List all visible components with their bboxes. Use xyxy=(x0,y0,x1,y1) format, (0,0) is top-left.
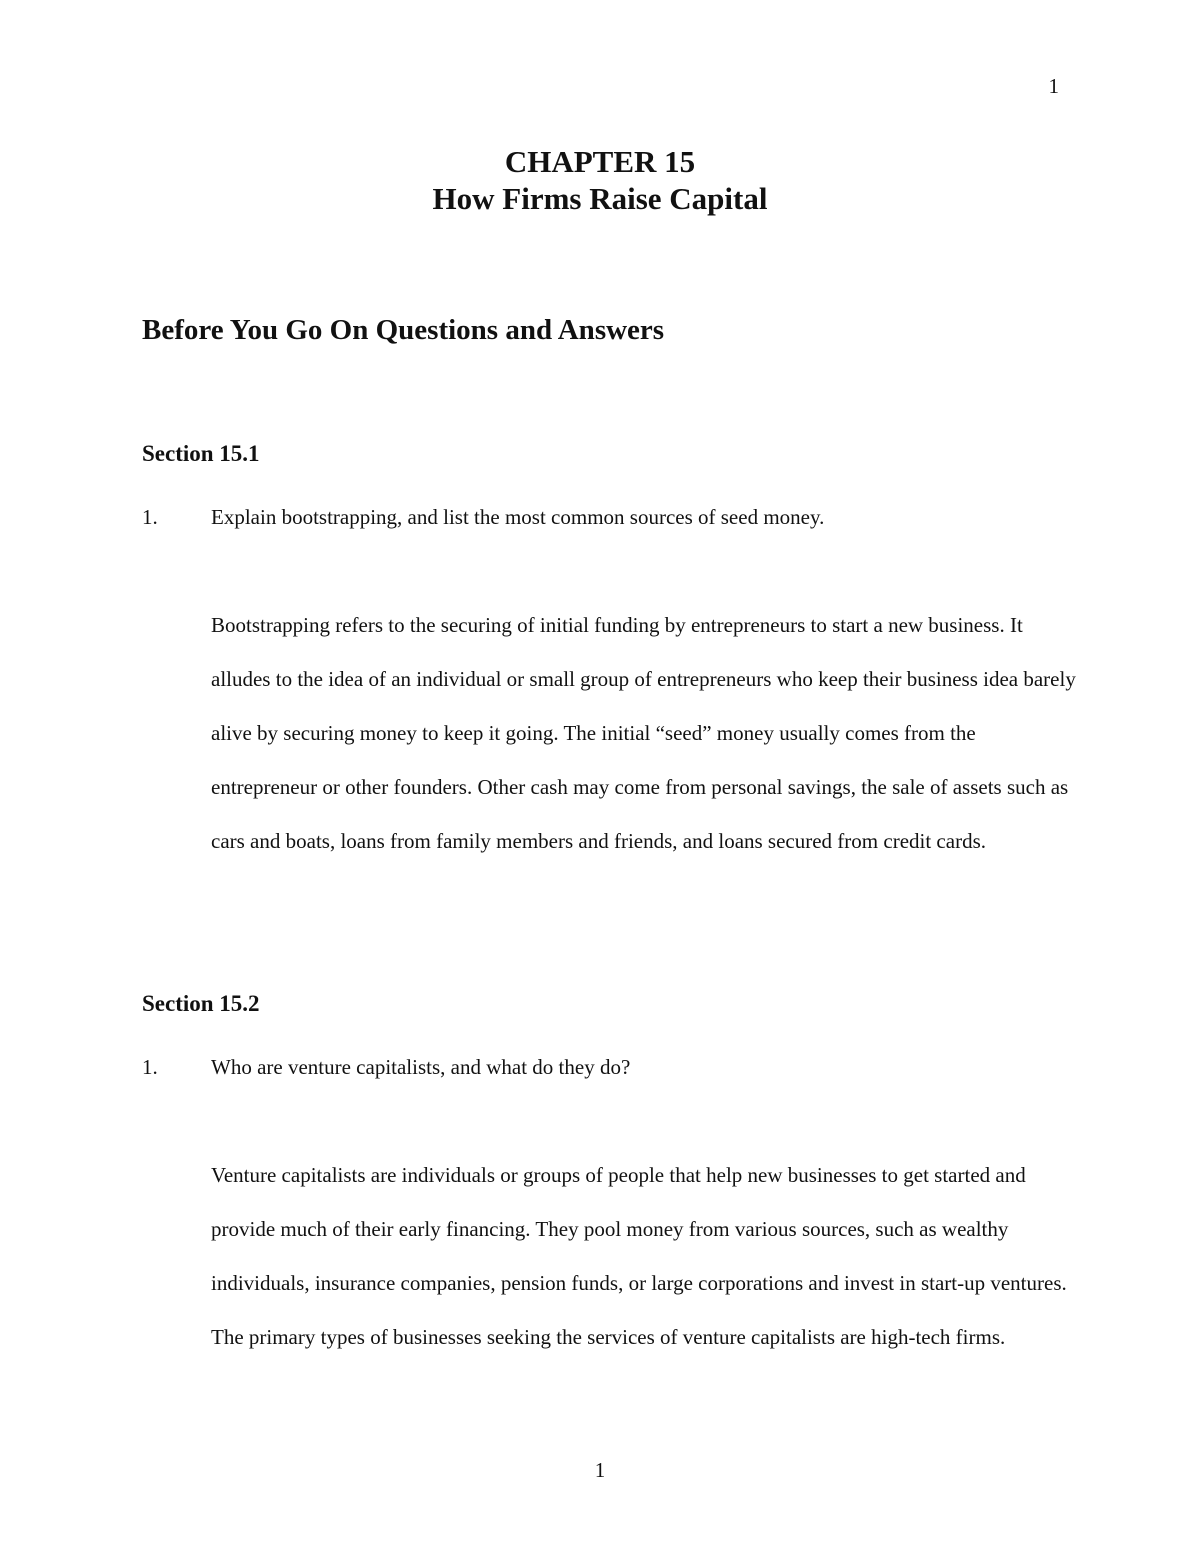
answer-paragraph: Bootstrapping refers to the securing of initial funding by entrepreneurs to start a new business. It alludes to the idea of an individual or small group of entrepreneurs who keep their business idea barely alive by securing money to keep it going. The initial “seed” money usually comes from the entrepreneur or other founders. Other cash may come from personal savings, the sale of assets such as cars and boats, loans from family members and friends, and loans secured from credit cards. xyxy=(211,613,1076,853)
section-label: Section 15.2 xyxy=(142,991,260,1016)
question xyxy=(142,505,1082,530)
answer-paragraph: Venture capitalists are individuals or groups of people that help new businesses to get started and provide much of their early financing. They pool money from various sources, such as wealthy individuals, insurance companies, pension funds, or large corporations and invest in start-up ventures. The primary types of businesses seeking the services of venture capitalists are high-tech firms. xyxy=(211,1163,1067,1349)
main-heading: Before You Go On Questions and Answers xyxy=(142,314,665,346)
question-number: 1. xyxy=(142,1055,158,1079)
chapter-number: CHAPTER 15 xyxy=(504,144,696,179)
question-number: 1. xyxy=(142,505,158,529)
page-number-top: 1 xyxy=(1048,74,1059,98)
question-text: Explain bootstrapping, and list the most common sources of seed money. xyxy=(211,505,825,529)
chapter-heading xyxy=(0,143,1200,217)
page-number-bottom: 1 xyxy=(594,1458,606,1482)
question-text: Who are venture capitalists, and what do they do? xyxy=(211,1055,631,1079)
section-label: Section 15.1 xyxy=(142,441,260,466)
question xyxy=(142,1055,1082,1080)
chapter-title: How Firms Raise Capital xyxy=(432,181,768,216)
